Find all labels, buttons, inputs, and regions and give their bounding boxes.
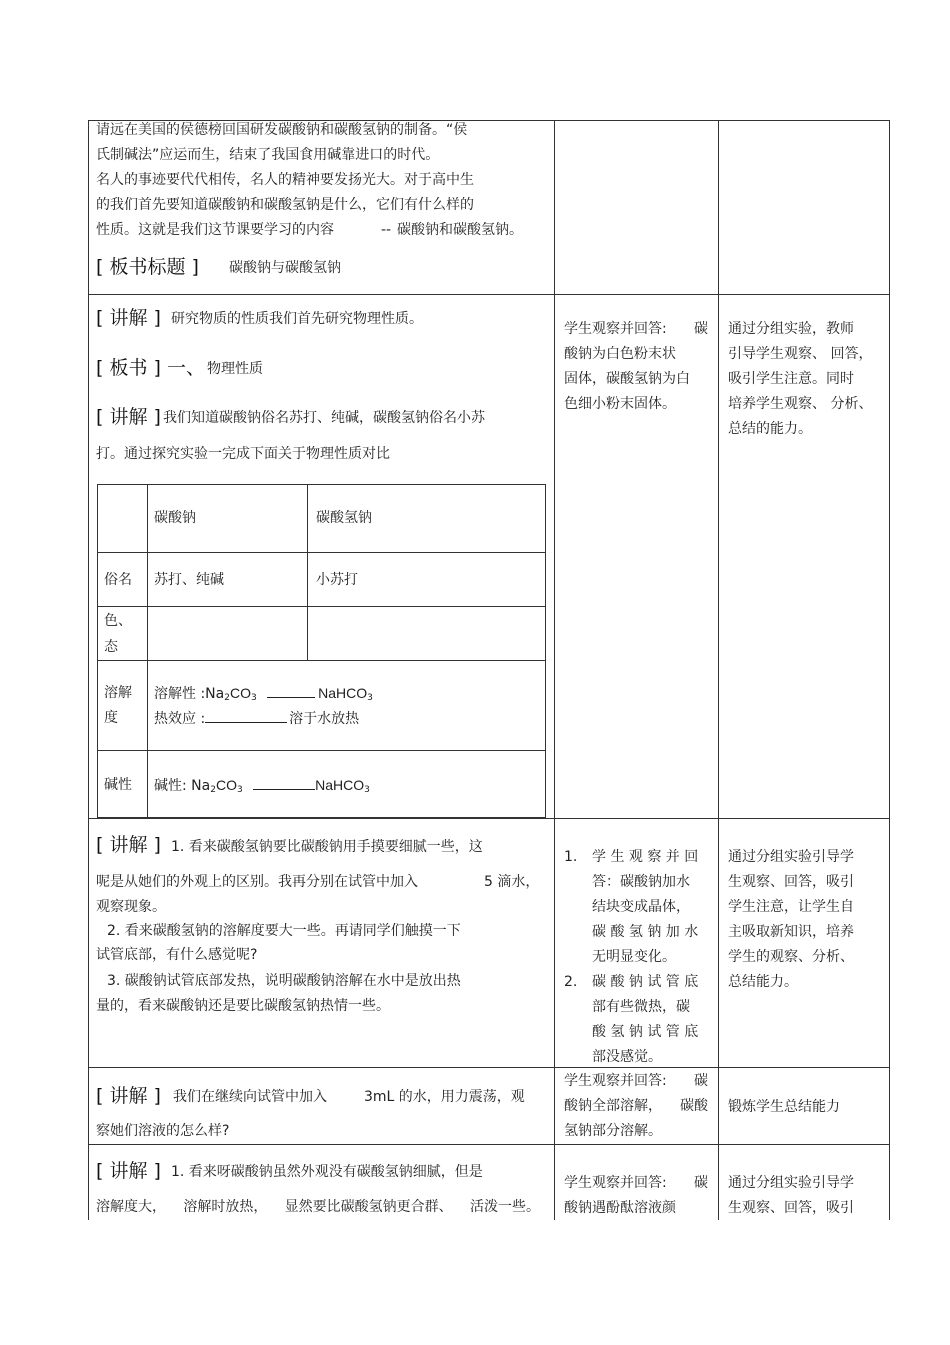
intro-line: 请远在美国的侯德榜回国研发碳酸钠和碳酸氢钠的制备。“侯 [96, 122, 468, 138]
table-row-label: 溶解 [104, 685, 132, 701]
table-row-divider [88, 818, 890, 819]
explain-tag: [ 讲解 ] [96, 834, 161, 856]
explain-text: 3mL 的水，用力震荡，观 [364, 1089, 525, 1105]
explain-tag: [ 讲解 ] [96, 406, 161, 428]
intro-dash: -- [381, 222, 392, 238]
explain-text: 2. 看来碳酸氢钠的溶解度要大一些。再请同学们触摸一下 [107, 923, 461, 939]
explain-text: 1. 看来呀碳酸钠虽然外观没有碳酸氢钠细腻，但是 [171, 1164, 483, 1180]
alkalinity-line: 碱性: $Na_2CO_3$ NaHCO$_3$ [154, 777, 370, 795]
intro-line: 性质。这就是我们这节课要学习的内容 [96, 222, 334, 238]
board-title-tag: [ 板书标题 ] [96, 256, 199, 278]
table-row-divider [88, 294, 890, 295]
board-tag: [ 板书 ] 一、 [96, 357, 205, 379]
explain-text: 我们在继续向试管中加入 [173, 1089, 327, 1105]
intro-line: 的我们首先要知道碳酸钠和碳酸氢钠是什么，它们有什么样的 [96, 197, 474, 213]
table-cell: 小苏打 [316, 572, 358, 588]
table-column-divider [554, 120, 555, 1220]
heat-effect-line: 热效应 : 溶于水放热 [154, 708, 359, 729]
table-border-left [88, 120, 89, 1220]
design-intent: 锻炼学生总结能力 [728, 1099, 840, 1115]
lesson-plan-page: 请远在美国的侯德榜回国研发碳酸钠和碳酸氢钠的制备。“侯 氏制碱法”应运而生，结束了我国食用碱靠进口的时代。 名人的事迹要代代相传，名人的精神要发扬光大。对于高中生 的我们首先要知道碳酸钠和碳酸氢钠是什么，它们有什么样的 性质。这就是我们这节课要学习的内容 -- 碳酸钠和碳酸氢钠。 [ 板书标题 ] 碳酸钠与碳酸氢钠 [ 讲解 ] 研究物质的性质我们首先研究物理性质。 [ 板书 ] 一、 物理性质 [ 讲解 ] 我们知道碳酸钠俗名苏打、纯碱，碳酸氢钠俗名小苏 打。通过探究实验一完成下面关于物理性质对比 碳酸钠 碳酸氢钠 俗名 苏打、纯碱 小苏打 色、 态 溶解 度 溶解性 $:Na_2CO_3$ NaHCO$_3$ 热效应 : 溶于水放热 碱性 碱性: $Na_2CO_3$ NaHCO$_3$ 学生观察并回答: 碳 酸钠为白色粉末状 固体，碳酸氢钠为白 色细小粉末固体。 通过分组实验，教师 引导学生观察、 回答， 吸引学生注意。同时 培养学生观察、 分析、 总结的能力。 [ 讲解 ] 1. 看来碳酸氢钠要比碳酸钠用手摸要细腻一些，这 呢是从她们的外观上的区别。我再分别在试管中加入 5 滴水， 观察现象。 2. 看来碳酸氢钠的溶解度要大一些。再请同学们触摸一下 试管底部，有什么感觉呢? 3. 碳酸钠试管底部发热，说明碳酸钠溶解在水中是放出热 量的，看来碳酸钠还是要比碳酸氢钠热情一些。 1. 学 生 观 察 并 回 答：碳酸钠加水 结块变成晶体， 碳 酸 氢 钠 加 水 无明显变化。 2. 碳 酸 钠 试 管 底 部有些微热，碳 酸 氢 钠 试 管 底 部没感觉。 通过分组实验引导学 生观察、回答，吸引 学生注意，让学生自 主吸取新知识，培养 学生的观察、分析、 总结能力。 [ 讲解 ] 我们在继续向试管中加入 3mL 的水，用力震荡，观 察她们溶液的怎么样? 学生观察并回答: 碳 酸钠全部溶解， 碳酸 氢钠部分溶解。 锻炼学生总结能力 [ 讲解 ] 1. 看来呀碳酸钠虽然外观没有碳酸氢钠细腻，但是 溶解度大， 溶解时放热， 显然要比碳酸氢钠更合群、 活泼一些。 学生观察并回答: 碳 酸钠遇酚酞溶液颜 通过分组实验引导学 生观察、回答，吸引 [0, 0, 950, 1345]
intro-line: 氏制碱法”应运而生，结束了我国食用碱靠进口的时代。 [96, 147, 440, 163]
explain-text: 3. 碳酸钠试管底部发热，说明碳酸钠溶解在水中是放出热 [107, 973, 461, 989]
explain-text: 察她们溶液的怎么样? [96, 1123, 230, 1139]
explain-text: 研究物质的性质我们首先研究物理性质。 [171, 311, 423, 327]
explain-text: 溶解度大， 溶解时放热， 显然要比碳酸氢钠更合群、 活泼一些。 [96, 1199, 540, 1215]
table-cell: 苏打、纯碱 [154, 572, 224, 588]
table-row-label: 度 [104, 710, 118, 726]
table-row-label: 色、 [104, 613, 132, 629]
solubility-line: 溶解性 $:Na_2CO_3$ NaHCO$_3$ [154, 685, 373, 703]
board-text: 物理性质 [207, 361, 263, 377]
heat-effect-blank[interactable] [205, 708, 287, 723]
explain-text: 量的，看来碳酸钠还是要比碳酸氢钠热情一些。 [96, 998, 390, 1014]
explain-text: 观察现象。 [96, 899, 166, 915]
alkalinity-blank[interactable] [253, 775, 315, 790]
table-row-label: 俗名 [104, 572, 132, 588]
table-row-divider [88, 1067, 890, 1068]
explain-tag: [ 讲解 ] [96, 1160, 161, 1182]
explain-text: 呢是从她们的外观上的区别。我再分别在试管中加入 [96, 874, 418, 890]
table-row-divider [88, 1144, 890, 1145]
explain-tag: [ 讲解 ] [96, 1085, 161, 1107]
table-row-label: 碱性 [104, 777, 132, 793]
table-header-sodium-carbonate: 碳酸钠 [154, 510, 196, 526]
intro-line: 名人的事迹要代代相传，名人的精神要发扬光大。对于高中生 [96, 172, 474, 188]
solubility-blank[interactable] [267, 683, 315, 698]
explain-tag: [ 讲解 ] [96, 307, 161, 329]
explain-text: 打。通过探究实验一完成下面关于物理性质对比 [96, 446, 390, 462]
table-border-right [889, 120, 890, 1220]
board-title-text: 碳酸钠与碳酸氢钠 [229, 260, 341, 276]
explain-text: 试管底部，有什么感觉呢? [96, 947, 258, 963]
table-column-divider [718, 120, 719, 1220]
intro-tail: 碳酸钠和碳酸氢钠。 [397, 222, 523, 238]
table-header-sodium-bicarbonate: 碳酸氢钠 [316, 510, 372, 526]
table-row-label: 态 [104, 639, 118, 655]
explain-text: 1. 看来碳酸氢钠要比碳酸钠用手摸要细腻一些，这 [171, 839, 483, 855]
explain-text: 我们知道碳酸钠俗名苏打、纯碱，碳酸氢钠俗名小苏 [163, 410, 485, 426]
explain-text: 5 滴水， [484, 874, 540, 890]
